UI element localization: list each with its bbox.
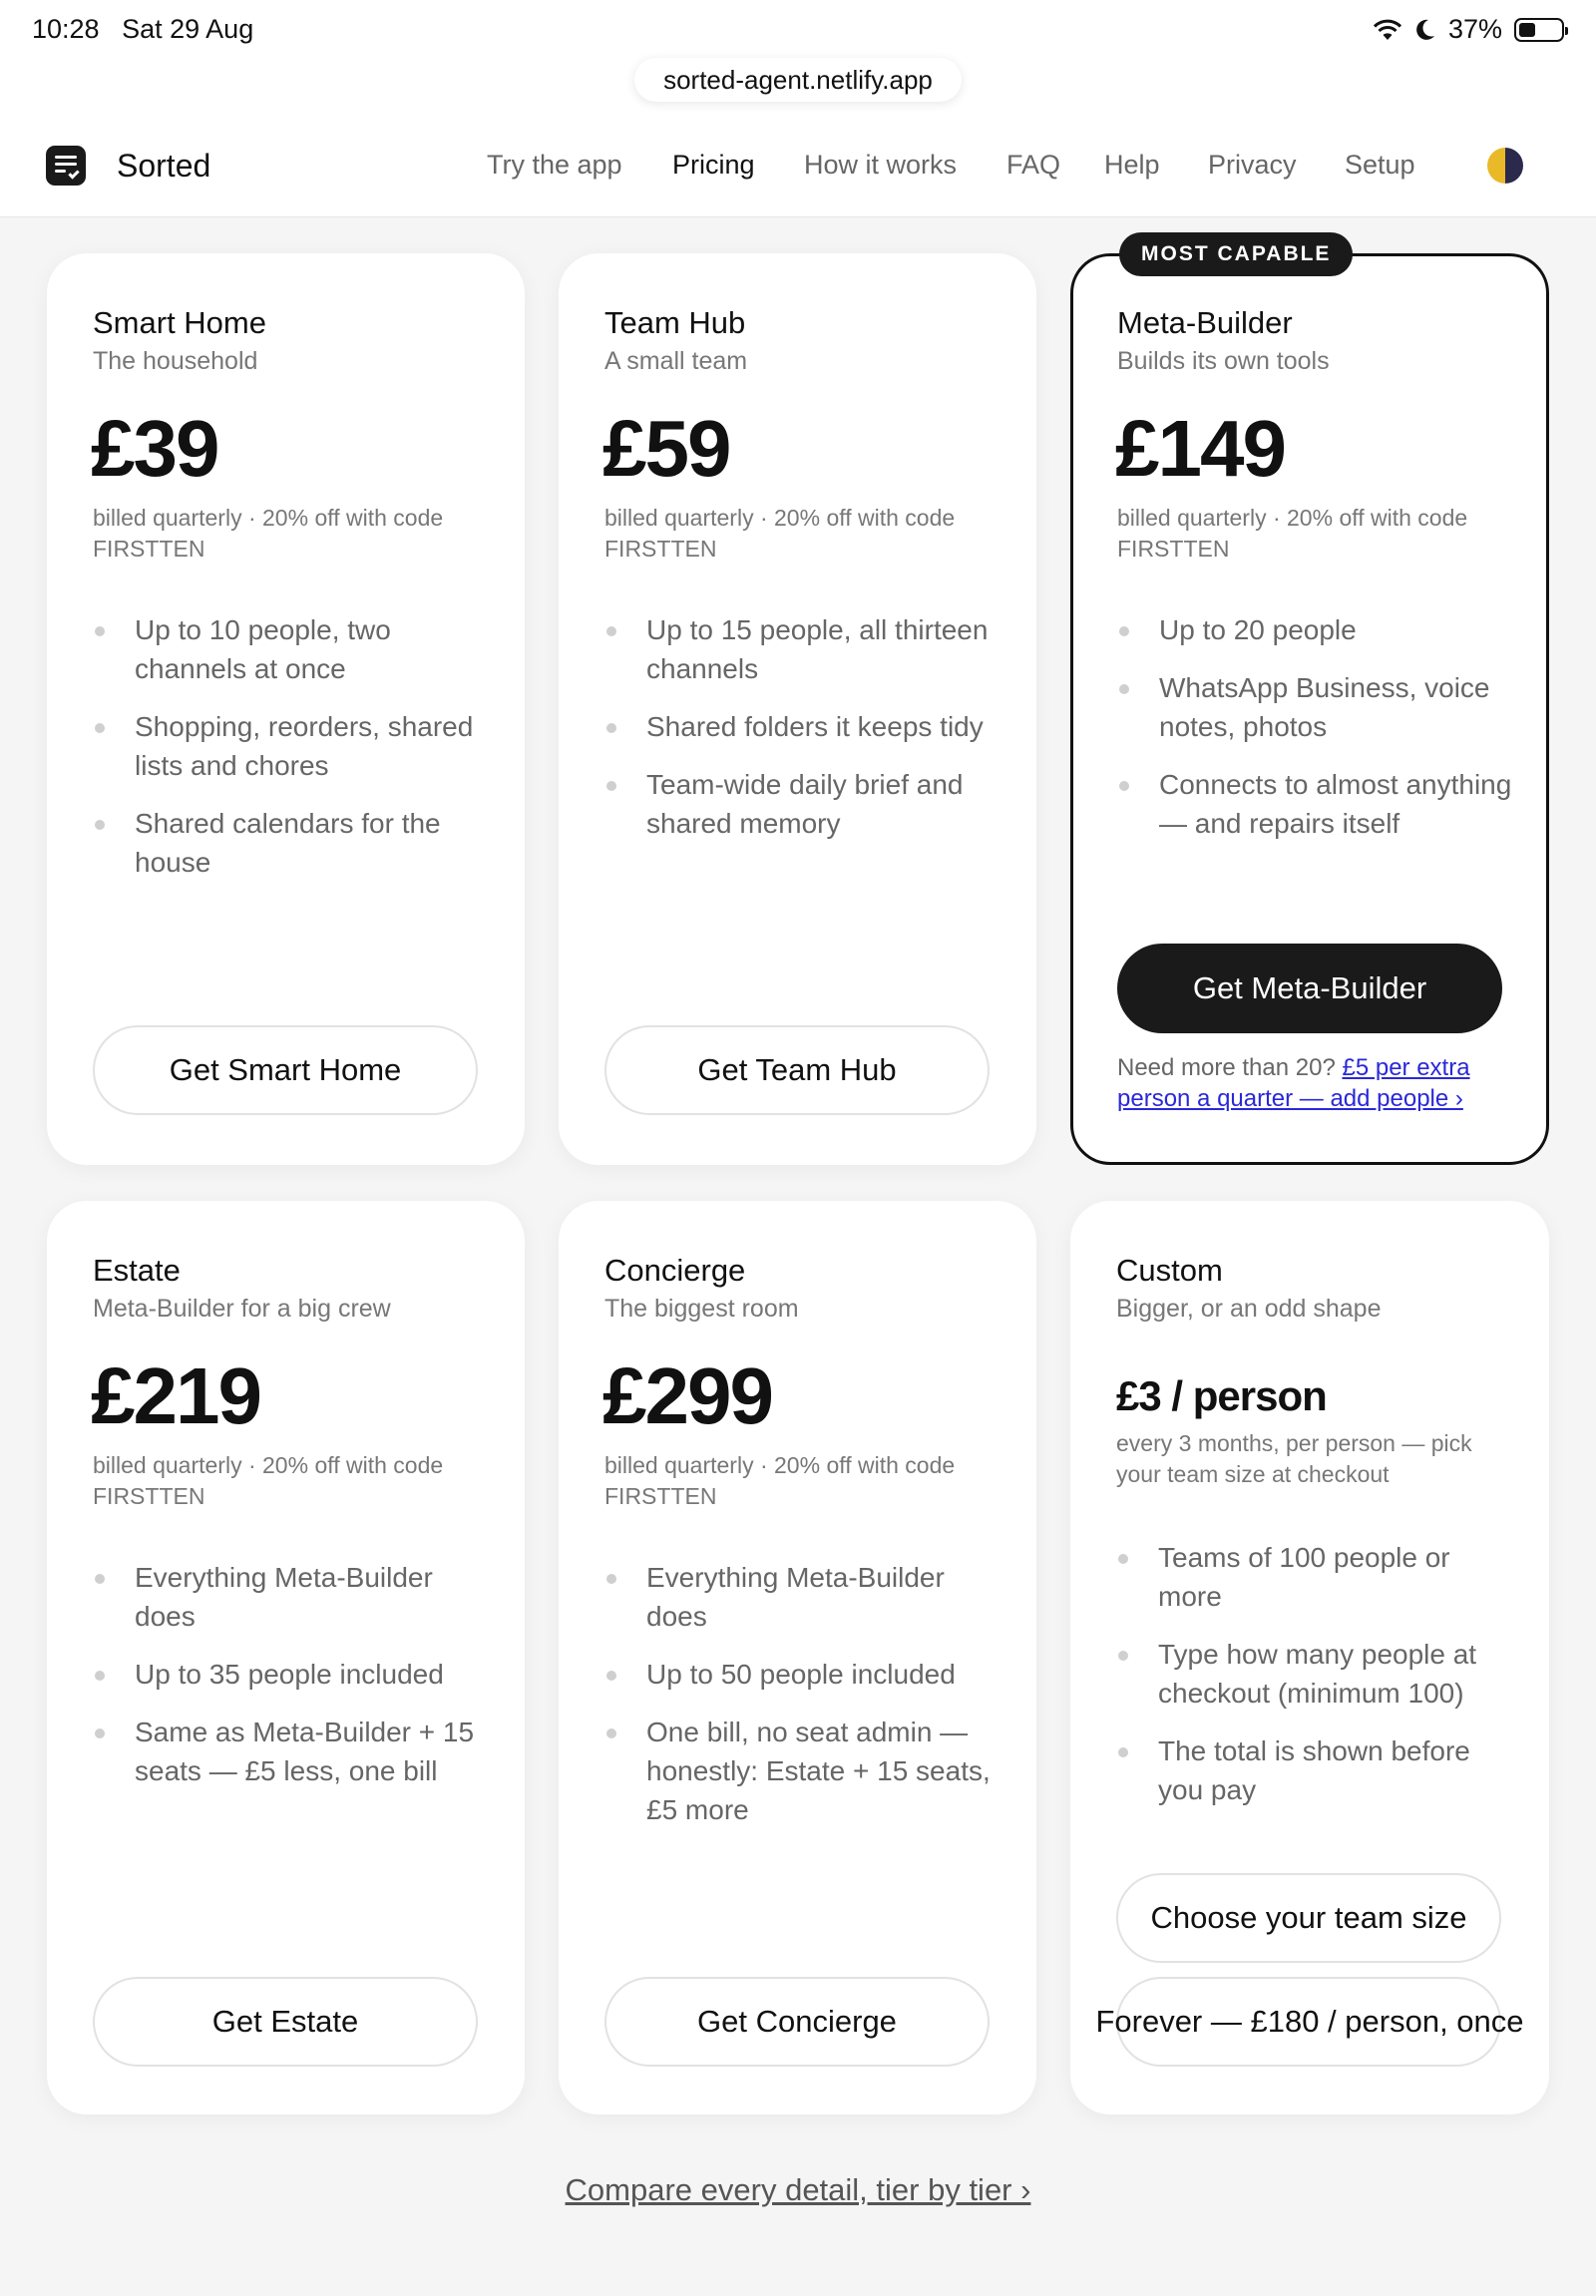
battery-percent: 37% xyxy=(1447,14,1502,44)
feature-item: Up to 20 people xyxy=(1117,610,1516,649)
brand-name[interactable]: Sorted xyxy=(117,148,211,184)
feature-item: The total is shown before you pay xyxy=(1116,1731,1515,1809)
plan-price: £149 xyxy=(1115,404,1285,493)
nav-faq[interactable]: FAQ xyxy=(1006,150,1061,180)
plan-features xyxy=(1117,610,1516,862)
plan-title: Custom xyxy=(1116,1253,1223,1288)
get-concierge-button[interactable]: Get Concierge xyxy=(604,1977,990,2067)
feature-item: Teams of 100 people or more xyxy=(1116,1538,1515,1616)
nav-try-the-app[interactable]: Try the app xyxy=(487,150,622,180)
plan-title: Smart Home xyxy=(93,305,266,340)
feature-item: Up to 35 people included xyxy=(93,1655,492,1694)
plan-features xyxy=(604,610,1003,862)
feature-item: Shopping, reorders, shared lists and chores xyxy=(93,707,492,785)
plan-card-concierge xyxy=(559,1201,1036,2114)
forever-plan-label: Forever — £180 / person, once xyxy=(1095,2004,1524,2039)
feature-item: Type how many people at checkout (minimum 100) xyxy=(1116,1635,1515,1713)
nav-how-it-works[interactable]: How it works xyxy=(804,150,958,180)
plan-title: Meta-Builder xyxy=(1117,305,1293,340)
plan-price: £299 xyxy=(602,1351,772,1440)
get-smart-home-button[interactable]: Get Smart Home xyxy=(93,1025,478,1115)
plan-card-team-hub xyxy=(559,253,1036,1165)
plan-subtitle: Bigger, or an odd shape xyxy=(1116,1295,1382,1323)
get-meta-builder-button[interactable]: Get Meta-Builder xyxy=(1117,944,1502,1033)
feature-item: Everything Meta-Builder does xyxy=(604,1558,1003,1636)
plan-card-meta-builder xyxy=(1070,253,1549,1165)
status-time: 10:28 xyxy=(32,14,100,44)
feature-item: Shared folders it keeps tidy xyxy=(604,707,1003,746)
plan-billing: billed quarterly · 20% off with code FIRSTTEN xyxy=(604,505,956,562)
plan-billing: every 3 months, per person — pick your team size at checkout xyxy=(1116,1430,1472,1487)
nav-pricing[interactable]: Pricing xyxy=(672,150,755,180)
feature-item: Up to 15 people, all thirteen channels xyxy=(604,610,1003,688)
bottom-fade xyxy=(0,2226,1596,2296)
url-pill[interactable]: sorted-agent.netlify.app xyxy=(634,58,962,102)
extra-people-note xyxy=(1117,1052,1516,1114)
plan-price: £39 xyxy=(91,404,218,493)
plan-card-estate xyxy=(47,1201,525,2114)
plan-subtitle: A small team xyxy=(604,347,748,375)
add-people-link[interactable]: £5 per extra person a quarter — add people › xyxy=(1117,1054,1470,1112)
plan-features xyxy=(93,610,492,901)
nav-help[interactable]: Help xyxy=(1104,150,1160,180)
plan-features xyxy=(93,1558,492,1809)
status-date: Sat 29 Aug xyxy=(122,14,254,44)
choose-team-size-button[interactable]: Choose your team size xyxy=(1116,1873,1501,1963)
status-time-date xyxy=(32,14,253,45)
most-capable-badge: MOST CAPABLE xyxy=(1119,232,1353,276)
plan-price: £219 xyxy=(91,1351,260,1440)
battery-icon xyxy=(1514,18,1564,42)
get-team-hub-button[interactable]: Get Team Hub xyxy=(604,1025,990,1115)
plan-subtitle: The household xyxy=(93,347,258,375)
plan-title: Team Hub xyxy=(604,305,746,340)
plan-features xyxy=(604,1558,1003,1848)
feature-item: Everything Meta-Builder does xyxy=(93,1558,492,1636)
plan-card-smart-home xyxy=(47,253,525,1165)
plan-price: £3 / person xyxy=(1116,1372,1327,1419)
plan-card-custom xyxy=(1070,1201,1549,2114)
feature-item: Shared calendars for the house xyxy=(93,804,492,882)
compare-tiers-link[interactable]: Compare every detail, tier by tier › xyxy=(565,2172,1031,2207)
feature-item: WhatsApp Business, voice notes, photos xyxy=(1117,668,1516,746)
nav-privacy[interactable]: Privacy xyxy=(1208,150,1297,180)
get-estate-button[interactable]: Get Estate xyxy=(93,1977,478,2067)
plan-title: Concierge xyxy=(604,1253,746,1288)
status-bar xyxy=(0,0,1596,60)
feature-item: Up to 50 people included xyxy=(604,1655,1003,1694)
plan-title: Estate xyxy=(93,1253,181,1288)
plan-subtitle: Meta-Builder for a big crew xyxy=(93,1295,391,1323)
status-icons xyxy=(1373,14,1564,45)
feature-item: One bill, no seat admin — honestly: Estate + 15 seats, £5 more xyxy=(604,1713,1003,1829)
nav-setup[interactable]: Setup xyxy=(1345,150,1415,180)
moon-icon xyxy=(1414,18,1436,42)
plan-billing: billed quarterly · 20% off with code FIRSTTEN xyxy=(93,505,444,562)
plan-subtitle: The biggest room xyxy=(604,1295,799,1323)
plan-billing: billed quarterly · 20% off with code FIRSTTEN xyxy=(604,1452,956,1509)
plan-subtitle: Builds its own tools xyxy=(1117,347,1330,375)
extra-note-text: Need more than 20? xyxy=(1117,1054,1336,1081)
plan-billing: billed quarterly · 20% off with code FIRSTTEN xyxy=(1117,505,1468,562)
wifi-icon xyxy=(1373,19,1402,41)
feature-item: Team-wide daily brief and shared memory xyxy=(604,765,1003,843)
plan-price: £59 xyxy=(602,404,730,493)
theme-toggle-icon[interactable] xyxy=(1487,148,1523,184)
feature-item: Up to 10 people, two channels at once xyxy=(93,610,492,688)
plan-features xyxy=(1116,1538,1515,1828)
main-nav xyxy=(0,150,1596,184)
feature-item: Connects to almost anything — and repairs itself xyxy=(1117,765,1516,843)
feature-item: Same as Meta-Builder + 15 seats — £5 less, one bill xyxy=(93,1713,492,1790)
plan-billing: billed quarterly · 20% off with code FIRSTTEN xyxy=(93,1452,444,1509)
